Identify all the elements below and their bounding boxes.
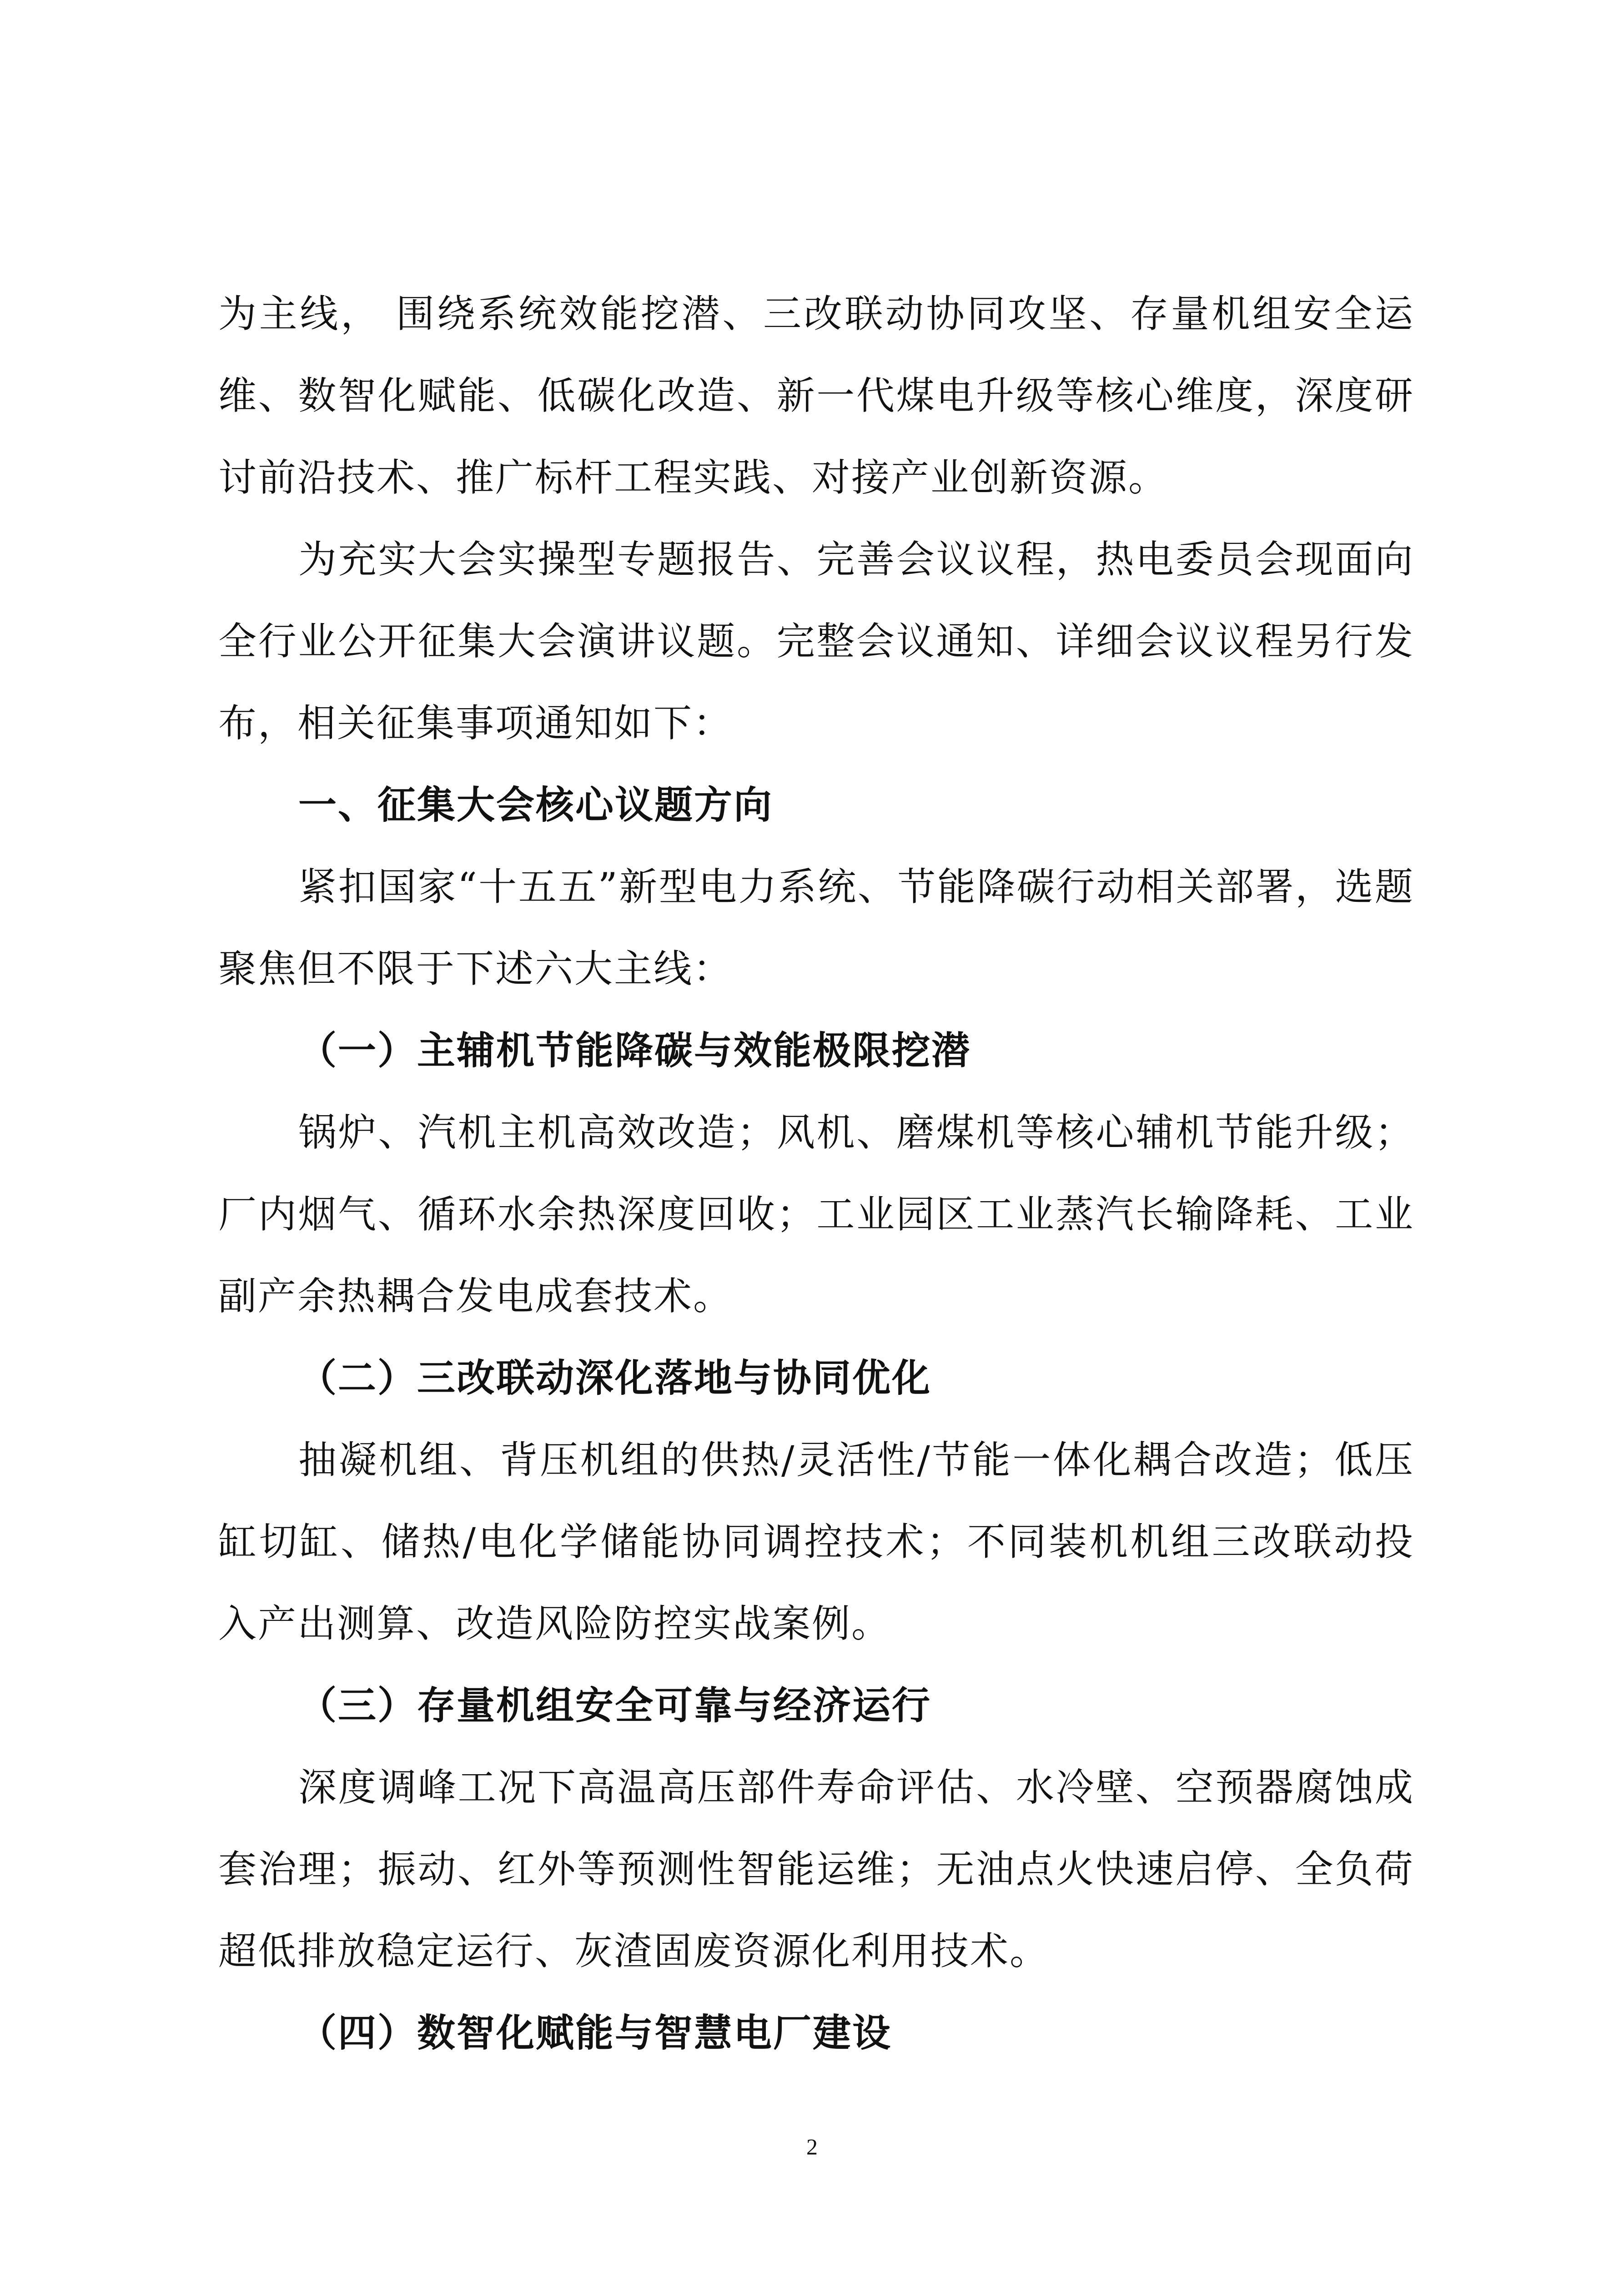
- section-heading-1: 一、征集大会核心议题方向: [298, 782, 774, 827]
- body-paragraph-5: 抽凝机组、背压机组的供热/灵活性/节能一体化耦合改造；低压缸切缸、储热/电化学储能协同调控技术；不同装机机组三改联动投入产出测算、改造风险防控实战案例。: [218, 1438, 1414, 1646]
- document-body: [218, 273, 1414, 2074]
- body-paragraph-3: 紧扣国家“十五五”新型电力系统、节能降碳行动相关部署，选题聚焦但不限于下述六大主线：: [218, 865, 1414, 991]
- subsection-heading-3: （三）存量机组安全可靠与经济运行: [298, 1683, 932, 1728]
- body-paragraph-2: 为充实大会实操型专题报告、完善会议议程，热电委员会现面向全行业公开征集大会演讲议题。完整会议通知、详细会议议程另行发布，相关征集事项通知如下：: [218, 537, 1414, 745]
- subsection-heading-1: （一）主辅机节能降碳与效能极限挖潜: [298, 1028, 971, 1073]
- subsection-heading-4: （四）数智化赋能与智慧电厂建设: [298, 2010, 892, 2055]
- subsection-heading-2: （二）三改联动深化落地与协同优化: [298, 1355, 932, 1400]
- body-paragraph-4: 锅炉、汽机主机高效改造；风机、磨煤机等核心辅机节能升级；厂内烟气、循环水余热深度回收；工业园区工业蒸汽长输降耗、工业副产余热耦合发电成套技术。: [218, 1110, 1414, 1318]
- page-number: 2: [806, 2134, 818, 2159]
- body-paragraph-1: 为主线， 围绕系统效能挖潜、三改联动协同攻坚、存量机组安全运维、数智化赋能、低碳化改造、新一代煤电升级等核心维度，深度研讨前沿技术、推广标杆工程实践、对接产业创新资源。: [218, 292, 1414, 500]
- body-paragraph-6: 深度调峰工况下高温高压部件寿命评估、水冷壁、空预器腐蚀成套治理；振动、红外等预测性智能运维；无油点火快速启停、全负荷超低排放稳定运行、灰渣固废资源化利用技术。: [218, 1765, 1414, 1973]
